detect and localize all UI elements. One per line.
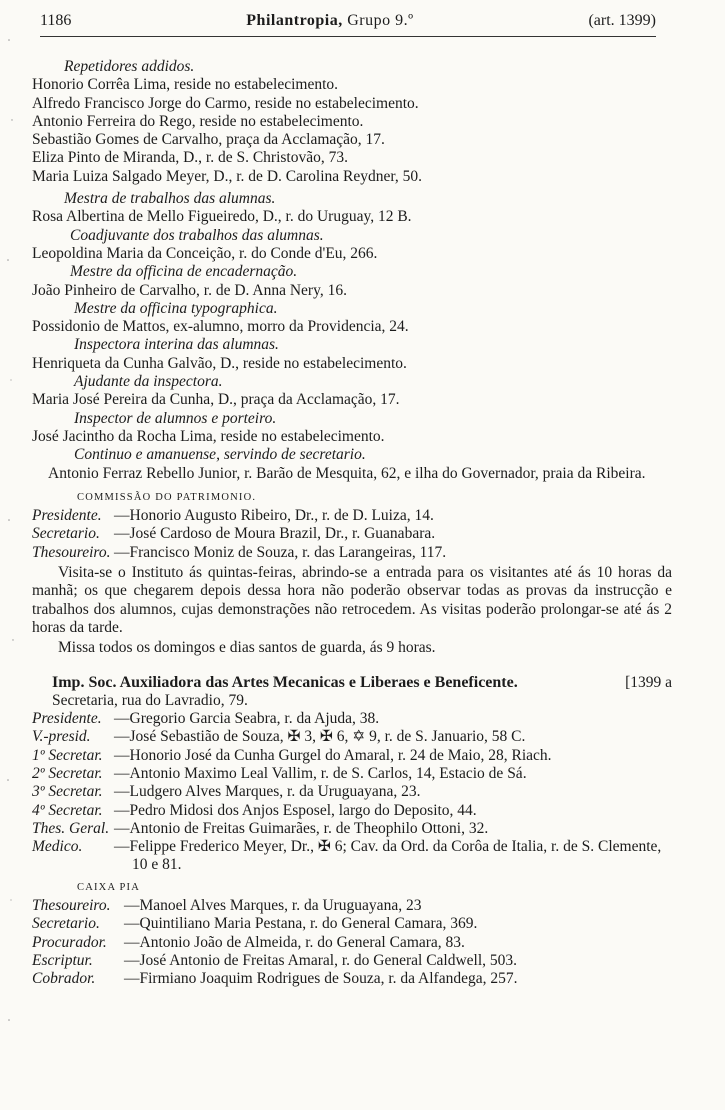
role-text: —José Cardoso de Moura Brazil, Dr., r. Guanabara. [114,525,436,543]
list-item: Alfredo Francisco Jorge do Carmo, reside no estabelecimento. [32,94,419,112]
list-item: Sebastião Gomes de Carvalho, praça da Acclamação, 17. [32,131,385,149]
role-text: —Firmiano Joaquim Rodrigues de Souza, r. da Alfandega, 257. [124,970,518,988]
list-item [32,970,672,988]
role-label: Presidente. [32,710,102,728]
section-heading: COMMISSÃO DO PATRIMONIO. [77,491,257,503]
running-title [246,12,413,30]
society-title: Imp. Soc. Auxiliadora das Artes Mecanicas e Liberaes e Beneficente. [52,673,518,691]
role-label: Presidente. [32,507,102,525]
role-text: —Antonio de Freitas Guimarães, r. de Theophilo Ottoni, 32. [114,819,489,837]
list-item [32,728,672,746]
role-label: Secretario. [32,915,100,933]
role-text: —Quintiliano Maria Pestana, r. do General Camara, 369. [124,915,478,933]
role-label: 3º Secretar. [32,783,103,801]
list-item [32,507,672,525]
role-label: Thes. Geral. [32,819,110,837]
list-item: Leopoldina Maria da Conceição, r. do Conde d'Eu, 266. [32,244,378,262]
role-label: V.-presid. [32,728,91,746]
role-text: —Manoel Alves Marques, r. da Uruguayana, 23 [124,897,422,915]
list-item: Maria Luiza Salgado Meyer, D., r. de D. Carolina Reydner, 50. [32,167,423,185]
group-text: Grupo 9.º [347,12,414,29]
page-body [32,58,672,989]
list-item: Antonio Ferraz Rebello Junior, r. Barão de Mesquita, 62, e ilha do Governador, praia da Ribeira. [48,464,646,482]
list-item: José Jacintho da Rocha Lima, reside no estabelecimento. [32,427,385,445]
list-item: João Pinheiro de Carvalho, r. de D. Anna Nery, 16. [32,281,347,299]
list-item: Eliza Pinto de Miranda, D., r. de S. Christovão, 73. [32,149,348,167]
list-item [32,710,672,728]
section-heading: Mestre da officina de encadernação. [70,263,298,281]
list-item: Rosa Albertina de Mello Figueiredo, D., r. do Uruguay, 12 B. [32,208,412,226]
list-item [32,525,672,543]
society-address: Secretaria, rua do Lavradio, 79. [52,691,248,709]
role-label: Escriptur. [32,951,93,969]
role-text: —Honorio José da Cunha Gurgel do Amaral, r. 24 de Maio, 28, Riach. [114,746,552,764]
role-label: Thesoureiro. [32,897,111,915]
list-item: Henriqueta da Cunha Galvão, D., reside no estabelecimento. [32,354,407,372]
list-item [32,952,672,970]
list-item [32,897,672,915]
role-text: —Gregorio Garcia Seabra, r. da Ajuda, 38. [114,710,380,728]
role-text: —Honorio Augusto Ribeiro, Dr., r. de D. Luiza, 14. [114,507,434,525]
list-item [32,820,672,838]
list-item [32,765,672,783]
list-item: Maria José Pereira da Cunha, D., praça da Acclamação, 17. [32,391,400,409]
list-item [32,934,672,952]
list-item: Honorio Corrêa Lima, reside no estabelecimento. [32,76,339,94]
section-heading: Mestra de trabalhos das alumnas. [64,190,276,208]
list-item [32,783,672,801]
role-text: —Ludgero Alves Marques, r. da Uruguayana, 23. [114,783,421,801]
role-label: Procurador. [32,933,107,951]
role-text: —Antonio João de Almeida, r. do General Camara, 83. [124,933,465,951]
section-heading: Inspectora interina das alumnas. [74,336,279,354]
list-item [32,802,672,820]
list-item: Antonio Ferreira do Rego, reside no estabelecimento. [32,112,364,130]
article-ref: [1399 a [625,673,672,691]
list-item [32,747,672,765]
title-text: Philantropia, [246,12,343,29]
role-label: 4º Secretar. [32,801,103,819]
role-text: —Francisco Moniz de Souza, r. das Larangeiras, 117. [114,543,447,561]
role-label: Thesoureiro. [32,543,111,561]
section-heading: Inspector de alumnos e porteiro. [74,409,277,427]
role-label: Medico. [32,838,83,856]
section-heading: Repetidores addidos. [64,58,195,75]
role-text: —José Sebastião de Souza, ✠ 3, ✠ 6, ✡ 9, r. de S. Januario, 58 C. [114,728,526,746]
list-item [32,915,672,933]
role-text: —Antonio Maximo Leal Vallim, r. de S. Carlos, 14, Estacio de Sá. [114,764,527,782]
list-item [32,544,672,562]
article-reference: (art. 1399) [588,12,656,29]
role-label: Cobrador. [32,970,96,988]
visit-paragraph: Visita-se o Instituto ás quintas-feiras, abrindo-se a entrada para os visitantes até ás 10 horas da manhã; os que chegarem depois dessa hora não poderão observar todas as provas da instrucção e trabalhos dos alumnos, cujas demonstrações não retrocedem. As visitas poderão prolongar-se até ás 2 horas da tarde. [32,564,672,636]
mass-line: Missa todos os domingos e dias santos de guarda, ás 9 horas. [58,639,436,657]
role-label: 2º Secretar. [32,764,103,782]
role-label: 1º Secretar. [32,746,103,764]
section-heading: Coadjuvante dos trabalhos das alumnas. [70,226,324,244]
role-text: —Pedro Midosi dos Anjos Esposel, largo do Deposito, 44. [114,801,477,819]
role-text: —José Antonio de Freitas Amaral, r. do General Caldwell, 503. [124,951,518,969]
role-text: —Felippe Frederico Meyer, Dr., ✠ 6; Cav. da Ord. da Corôa de Italia, r. de S. Clemente, 10 e 81. [114,838,662,874]
section-heading: Ajudante da inspectora. [74,373,223,391]
section-heading: Continuo e amanuense, servindo de secretario. [74,446,366,464]
section-heading: Mestre da officina typographica. [74,299,278,317]
margin-speckles [3,0,17,1110]
section-heading: CAIXA PIA [77,881,141,893]
list-item [32,838,672,875]
page-number: 1186 [40,12,72,29]
list-item: Possidonio de Mattos, ex-alumno, morro da Providencia, 24. [32,318,409,336]
role-label: Secretario. [32,525,100,543]
society-title-line [32,674,672,692]
page-header [40,12,656,37]
